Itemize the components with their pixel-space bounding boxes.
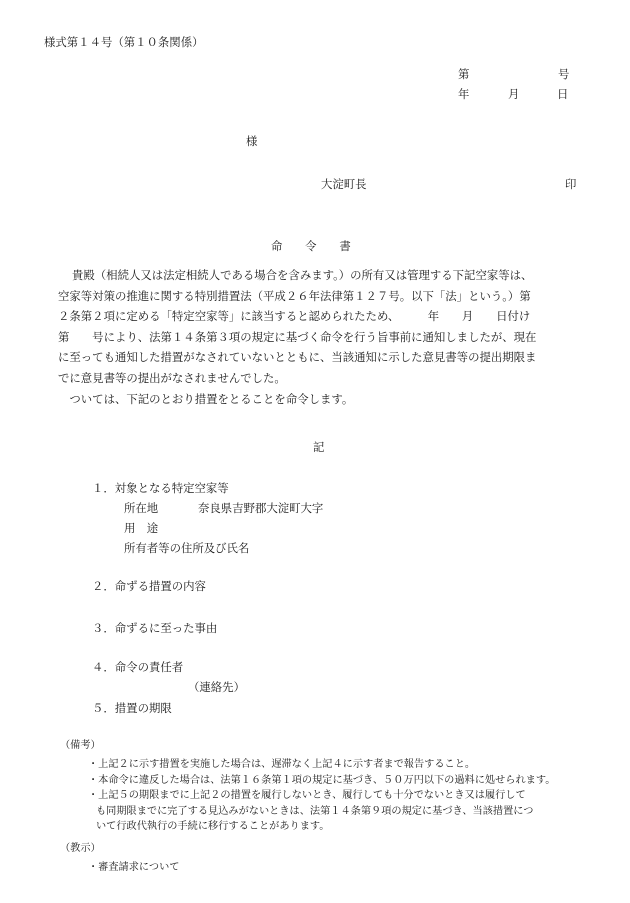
- date-day: 日: [557, 87, 569, 101]
- item-5: ５．措置の期限: [92, 701, 172, 715]
- remarks-list: [58, 757, 618, 835]
- remark-line: ・上記２に示す措置を実施した場合は、遅滞なく上記４に示す者まで報告すること。: [88, 759, 476, 770]
- seal-mark: 印: [565, 177, 577, 191]
- remark-line: も同期限までに完了する見込みがないときは、法第１４条第９項の規定に基づき、当該措置につ: [96, 805, 534, 817]
- remark-line: ・本命令に違反した場合は、法第１６条第１項の規定に基づき、５０万円以下の過料に処せられます。: [88, 774, 556, 786]
- body-line: ２条第２項に定める「特定空家等」に該当すると認められたため、 年 月 日付け: [58, 309, 531, 324]
- instruction-line: ・審査請求について: [88, 862, 180, 873]
- owner-label: 所有者等の住所及び氏名: [124, 541, 250, 555]
- body-line: 空家等対策の推進に関する特別措置法（平成２６年法律第１２７号。以下「法」という。）第: [58, 288, 531, 303]
- location-label: 所在地: [124, 501, 159, 515]
- item-1: １．対象となる特定空家等: [92, 481, 229, 495]
- date-year: 年: [458, 87, 470, 101]
- addressee-suffix: 様: [246, 134, 258, 148]
- item-2: ２．命ずる措置の内容: [92, 579, 206, 593]
- doc-number-prefix: 第: [458, 67, 470, 81]
- ki-heading: 記: [313, 440, 325, 454]
- remark-line: ・上記５の期限までに上記２の措置を履行しないとき、履行しても十分でないとき又は履行して: [88, 790, 526, 801]
- body-line: でに意見書等の提出がなされませんでした。: [58, 370, 286, 385]
- body-line: 第 号により、法第１４条第３項の規定に基づく命令を行う旨事前に通知しましたが、現在: [58, 329, 537, 344]
- form-label: 様式第１４号（第１０条関係）: [44, 35, 204, 49]
- item-4: ４．命令の責任者: [92, 660, 184, 674]
- body-paragraph: [58, 265, 582, 409]
- date-month: 月: [508, 87, 520, 101]
- body-line: に至っても通知した措置がなされていないとともに、当該通知に示した意見書等の提出期限ま: [58, 350, 537, 365]
- remark-line: いて行政代執行の手続に移行することがあります。: [96, 821, 330, 832]
- body-line: 貴殿（相続人又は法定相続人である場合を含みます。）の所有又は管理する下記空家等は、: [72, 268, 533, 282]
- use-label: 用 途: [124, 521, 159, 535]
- instruction-heading: （教示）: [60, 843, 101, 854]
- issuer-title: 大淀町長: [321, 177, 367, 191]
- doc-number-suffix: 号: [558, 67, 570, 81]
- item-3: ３．命ずるに至った事由: [92, 621, 218, 635]
- body-line: ついては、下記のとおり措置をとることを命令します。: [58, 391, 354, 406]
- contact-label: （連絡先）: [188, 680, 245, 694]
- location-value: 奈良県吉野郡大淀町大字: [198, 501, 324, 515]
- remarks-heading: （備考）: [60, 740, 101, 751]
- document-title: 命 令 書: [271, 239, 351, 253]
